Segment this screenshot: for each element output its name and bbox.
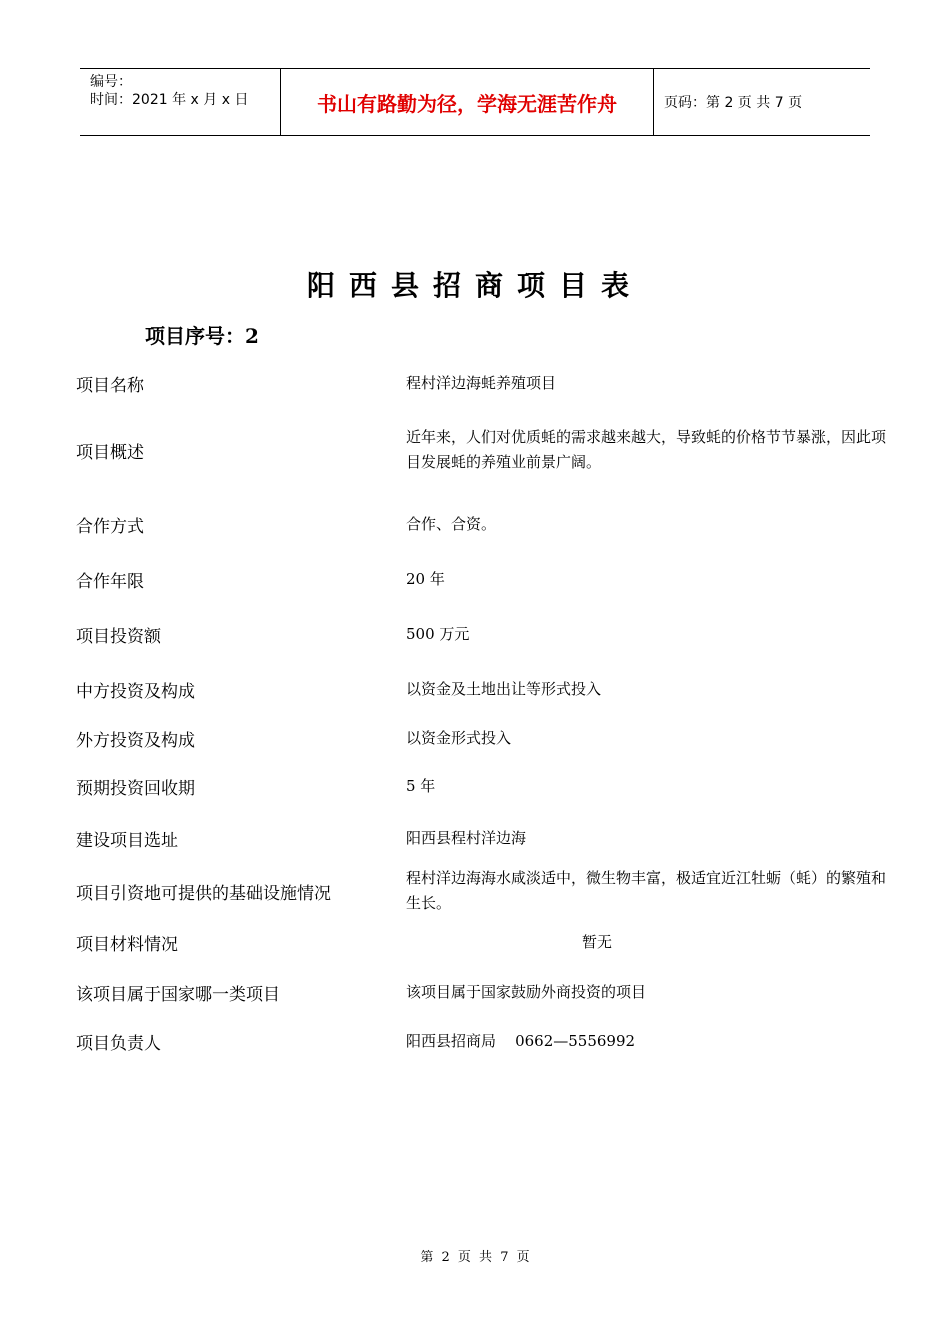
document-number: 编号： <box>90 74 132 90</box>
field-value: 合作、合资。 <box>406 515 497 533</box>
field-label: 项目材料情况 <box>76 935 178 955</box>
field-label: 合作方式 <box>76 517 144 537</box>
field-value: 以资金形式投入 <box>406 729 512 747</box>
header-meta <box>80 69 281 135</box>
document-date: 时间：2021 年 x 月 x 日 <box>90 92 249 108</box>
field-value: 程村洋边海蚝养殖项目 <box>406 374 557 392</box>
field-value: 程村洋边海海水咸淡适中，微生物丰富，极适宜近江牡蛎（蚝）的繁殖和生长。 <box>406 869 887 912</box>
field-label: 中方投资及构成 <box>76 682 195 702</box>
header-motto: 书山有路勤为径，学海无涯苦作舟 <box>281 69 654 135</box>
field-value: 该项目属于国家鼓励外商投资的项目 <box>406 983 647 1001</box>
field-label: 项目投资额 <box>76 627 161 647</box>
field-value: 暂无 <box>582 933 613 951</box>
field-label: 项目名称 <box>76 376 144 396</box>
document-title: 阳西县招商项目表 <box>306 269 643 302</box>
page-footer: 第 2 页 共 7 页 <box>420 1250 530 1265</box>
field-value: 阳西县程村洋边海 <box>406 829 527 847</box>
field-label: 项目概述 <box>76 443 144 463</box>
field-value: 近年来，人们对优质蚝的需求越来越大，导致蚝的价格节节暴涨，因此项目发展蚝的养殖业前景广阔。 <box>406 428 887 471</box>
project-sequence: 项目序号：2 <box>145 324 259 348</box>
field-label: 建设项目选址 <box>76 831 178 851</box>
field-label: 该项目属于国家哪一类项目 <box>76 985 280 1005</box>
page-header <box>80 68 870 136</box>
field-label: 合作年限 <box>76 572 144 592</box>
field-value: 5 年 <box>406 777 436 795</box>
header-page-number: 页码：第 2 页 共 7 页 <box>664 95 803 111</box>
field-value: 500 万元 <box>406 625 470 643</box>
field-label: 外方投资及构成 <box>76 731 195 751</box>
field-value: 20 年 <box>406 570 445 588</box>
field-label: 项目引资地可提供的基础设施情况 <box>76 884 331 904</box>
field-label: 项目负责人 <box>76 1034 161 1054</box>
field-label: 预期投资回收期 <box>76 779 195 799</box>
field-value: 阳西县招商局 0662—5556992 <box>406 1032 636 1050</box>
field-value: 以资金及土地出让等形式投入 <box>406 680 602 698</box>
